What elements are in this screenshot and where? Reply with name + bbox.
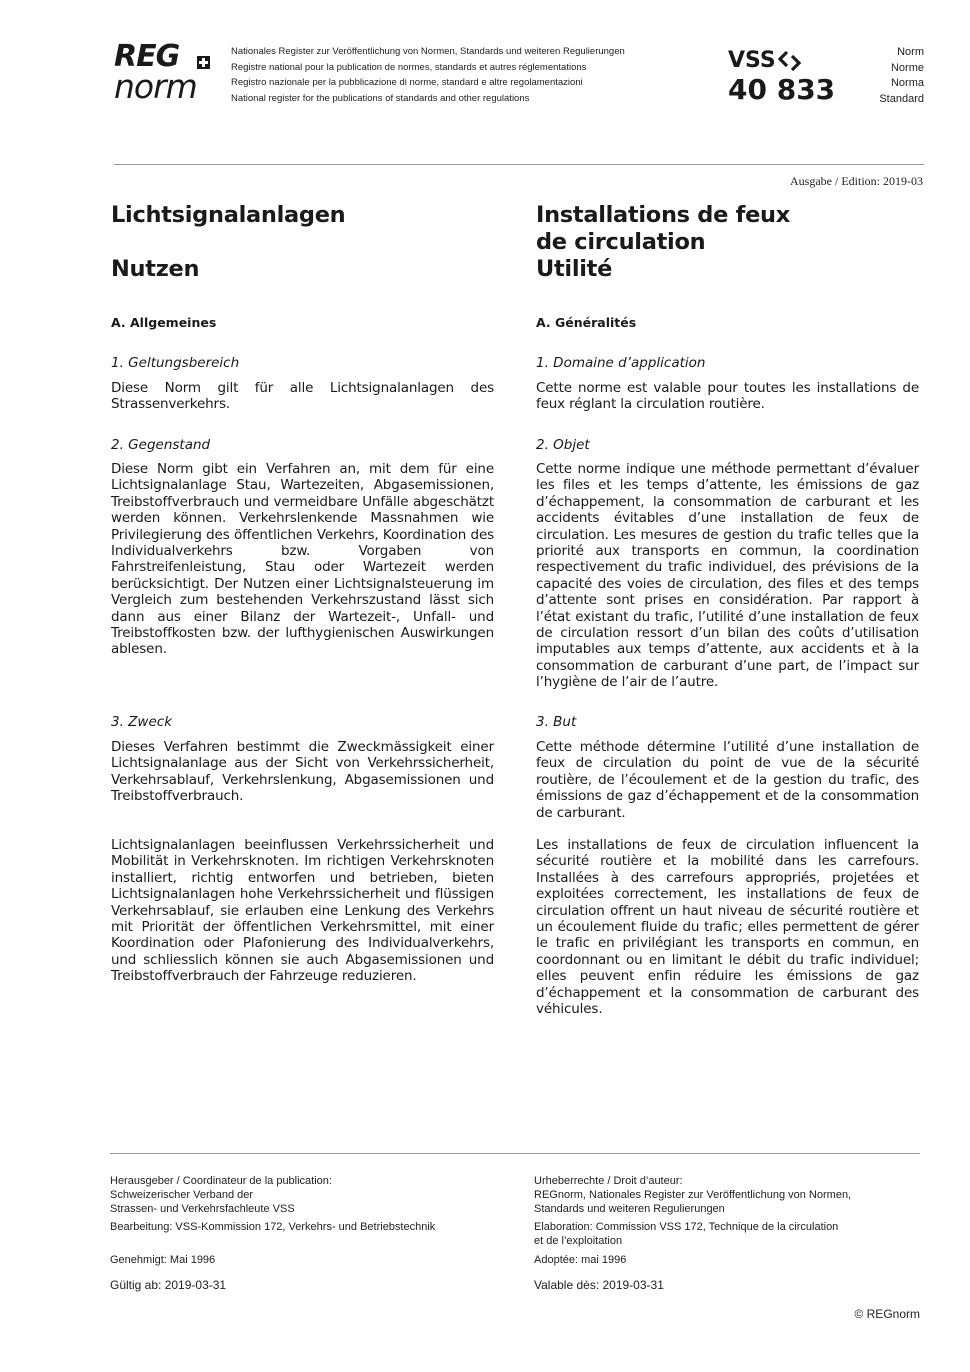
norm-type-en: Standard <box>879 92 924 105</box>
german-heading-3: 3. Zweck <box>111 714 173 730</box>
french-text-3b: Les installations de feux de circulation influencent la sécurité routière et la mobilité dans les carrefours. Installées à des carrefours appropriés, projetées et exploitées correctement, les installations de feux de circulation offrent un haut niveau de sécurité routière et un écoulement fluide du trafic; elles permettent de gérer le trafic en privilégiant les transports en commun, en coordonnant ou en limitant le débit du trafic individuel; elles peuvent enfin réduire les émissions de gaz d’échappement et la consommation de carburant des véhicules. <box>536 837 919 1018</box>
french-text-3: Cette méthode détermine l’utilité d’une installation de feux de circulation du point de vue de la sécurité routière, de l’écoulement et de la gestion du trafic, des émissions de gaz d’échappement et de la consommation de carburant. <box>536 739 919 821</box>
logo-norm-text: norm <box>114 67 197 106</box>
copyright-notice: © REGnorm <box>854 1307 920 1321</box>
footer-approved: Genehmigt: Mai 1996 <box>110 1254 216 1266</box>
register-de: Nationales Register zur Veröffentlichung von Normen, Standards und weiteren Regulierungen <box>231 46 625 57</box>
edition-date: Ausgabe / Edition: 2019-03 <box>790 174 923 188</box>
footer-elaboration <box>534 1220 838 1248</box>
vss-arrow-icon <box>778 50 804 72</box>
footer-editing: Bearbeitung: VSS-Kommission 172, Verkehrs- und Betriebstechnik <box>110 1221 436 1233</box>
german-text-2: Diese Norm gibt ein Verfahren an, mit dem für eine Lichtsignalanlage Stau, Wartezeiten, Abgasemissionen, Treibstoffverbrauch und vermeidbare Unfälle abgeschätzt werden können. Verkehrslenkende Massnahmen wie Privilegierung des öffentlichen Verkehrs, Koordination des Individualverkehrs bzw. Vorgaben von Fahrstreifenleistung, Stau oder Wartezeit werden berücksichtigt. Der Nutzen einer Lichtsignalsteuerung im Vergleich zum bestehenden Verkehrszustand lässt sich dann aus einer Bilanz der Wartezeit-, Unfall- und Treibstoffkosten bzw. der lufthygienischen Auswirkungen ablesen. <box>111 461 494 658</box>
register-description <box>231 44 625 106</box>
norm-type-it: Norma <box>890 77 924 89</box>
copyright-holder-1: REGnorm, Nationales Register zur Veröffentlichung von Normen, <box>534 1189 852 1201</box>
french-column <box>536 202 919 283</box>
norm-type-labels <box>879 45 924 107</box>
vss-logo <box>728 48 808 74</box>
publisher-label: Herausgeber / Coordinateur de la publication: <box>110 1175 332 1187</box>
footer-adopted: Adoptée: mai 1996 <box>534 1254 627 1266</box>
german-text-3b: Lichtsignalanlagen beeinflussen Verkehrssicherheit und Mobilität in Verkehrsknoten. Im richtigen Verkehrsknoten installiert, richtig entworfen und betrieben, bieten Lichtsignalanlagen hohe Verkehrssicherheit und flüssigen Verkehrsablauf, sie erlauben eine Lenkung des Verkehrs mit Priorität der öffentlichen Verkehrsmittel, mit einer Koordination oder Plafonierung des Individualverkehrs, und schliesslich können sie auch Abgasemissionen und Treibstoffverbrauch der Fahrzeuge reduzieren. <box>111 837 494 985</box>
footer-divider <box>110 1153 920 1154</box>
footer-publisher <box>110 1174 332 1216</box>
german-text-3: Dieses Verfahren bestimmt die Zweckmässigkeit einer Lichtsignalanlage aus der Sicht von Verkehrssicherheit, Verkehrsablauf, Verkehrslenkung, Abgasemissionen und Treibstoffverbrauch. <box>111 739 494 805</box>
register-en: National register for the publications of standards and other regulations <box>231 92 530 104</box>
german-title: Lichtsignalanlagen <box>111 202 346 228</box>
register-fr: Registre national pour la publication de normes, standards et autres réglementations <box>231 61 587 73</box>
german-text-1: Diese Norm gilt für alle Lichtsignalanlagen des Strassenverkehrs. <box>111 380 494 413</box>
french-heading-2: 2. Objet <box>536 437 590 453</box>
elaboration-line-2: et de l’exploitation <box>534 1235 623 1247</box>
norm-number: 40 833 <box>728 73 836 106</box>
german-heading-2: 2. Gegenstand <box>111 437 211 453</box>
footer-copyright-info <box>534 1174 851 1216</box>
footer-valid-de: Gültig ab: 2019-03-31 <box>110 1278 227 1292</box>
french-heading-3: 3. But <box>536 714 577 730</box>
german-subtitle: Nutzen <box>111 256 200 282</box>
copyright-holder-2: Standards und weiteren Regulierungen <box>534 1203 725 1215</box>
vss-logo-text: VSS <box>728 48 776 73</box>
logo-reg-text: REG <box>114 39 180 74</box>
elaboration-line-1: Elaboration: Commission VSS 172, Technique de la circulation <box>534 1221 839 1233</box>
footer-valid-fr: Valable dès: 2019-03-31 <box>534 1278 664 1292</box>
regnorm-logo <box>114 39 214 106</box>
header-divider <box>114 164 924 165</box>
french-heading-1: 1. Domaine d’application <box>536 355 706 371</box>
publisher-name-1: Schweizerischer Verband der <box>110 1189 254 1201</box>
norm-type-fr: Norme <box>890 61 924 74</box>
french-subtitle: Utilité <box>536 256 613 282</box>
french-title-line-1: Installations de feux <box>536 202 790 228</box>
copyright-label: Urheberrechte / Droit d’auteur: <box>534 1175 683 1187</box>
german-section-a: A. Allgemeines <box>111 315 217 330</box>
swiss-cross-icon <box>197 56 210 69</box>
publisher-name-2: Strassen- und Verkehrsfachleute VSS <box>110 1203 295 1215</box>
norm-type-de: Norm <box>897 46 924 58</box>
german-column <box>111 202 494 283</box>
french-text-2: Cette norme indique une méthode permettant d’évaluer les files et les temps d’attente, les émissions de gaz d’échappement, la consommation de carburant et les accidents évitables d’une installation de feux de circulation. Les mesures de gestion du trafic telles que la priorité aux transports en commun, la coordination respectivement du trafic individuel, des prévisions de la capacité des voies de circulation, des files et des temps d’attente sont prises en considération. Par rapport à l’état existant du trafic, l’utilité d’une installation de feux de circulation ressort d’un bilan des coûts d’utilisation imputables aux temps d’attente, aux accidents et à la consommation de carburant d’une part, de l’impact sur l’hygiène de l’air de l’autre. <box>536 461 919 691</box>
french-text-1: Cette norme est valable pour toutes les installations de feux réglant la circulation routière. <box>536 380 919 413</box>
german-heading-1: 1. Geltungsbereich <box>111 355 240 371</box>
french-title-line-2: de circulation <box>536 229 706 255</box>
french-section-a: A. Généralités <box>536 315 637 330</box>
register-it: Registro nazionale per la pubblicazione di norme, standard e altre regolamentazioni <box>231 77 583 88</box>
